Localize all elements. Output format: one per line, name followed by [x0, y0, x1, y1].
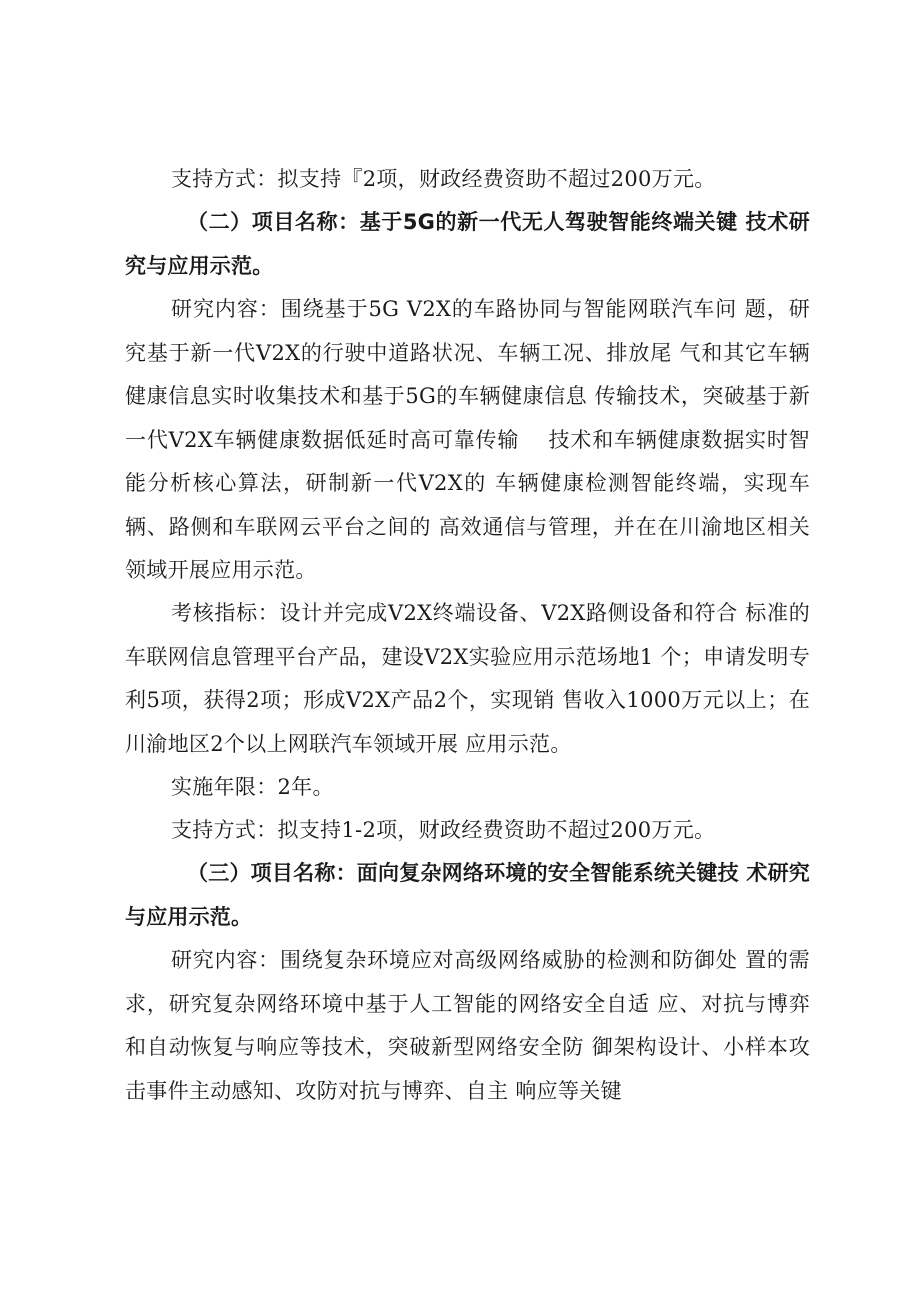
project-2-duration: 实施年限：2年。	[171, 775, 334, 799]
project-2-assessment-indicators: 考核指标：设计并完成V2X终端设备、V2X路侧设备和符合 标准的车联网信息管理平台产品，建设V2X实验应用示范场地1 个；申请发明专利5项，获得2项；形成V2X产品2个，实现销 售收入1000万元以上；在川渝地区2个以上网联汽车领域开展 应用示范。	[125, 601, 810, 756]
project-3-heading: （三）项目名称：面向复杂网络环境的安全智能系统关键技 术研究与应用示范。	[125, 861, 810, 929]
project-2-heading: （二）项目名称：基于5G的新一代无人驾驶智能终端关键 技术研究与应用示范。	[125, 210, 810, 278]
project-2-research-content: 研究内容：围绕基于5G V2X的车路协同与智能网联汽车问 题，研究基于新一代V2X的行驶中道路状况、车辆工况、排放尾 气和其它车辆健康信息实时收集技术和基于5G的车辆健康信息 传输技术，突破基于新一代V2X车辆健康数据低延时高可靠传输 技术和车辆健康数据实时智能分析核心算法，研制新一代V2X的 车辆健康检测智能终端，实现车辆、路侧和车联网云平台之间的 高效通信与管理，并在在川渝地区相关领域开展应用示范。	[125, 297, 810, 582]
project-3-research-content: 研究内容：围绕复杂环境应对高级网络威胁的检测和防御处 置的需求，研究复杂网络环境中基于人工智能的网络安全自适 应、对抗与博弈和自动恢复与响应等技术，突破新型网络安全防 御架构设计、小样本攻击事件主动感知、攻防对抗与博弈、自主 响应等关键	[125, 948, 810, 1103]
support-method-paragraph-1: 支持方式：拟支持『2项，财政经费资助不超过200万元。	[171, 167, 716, 191]
project-2-support-method: 支持方式：拟支持1-2项，财政经费资助不超过200万元。	[171, 818, 716, 842]
